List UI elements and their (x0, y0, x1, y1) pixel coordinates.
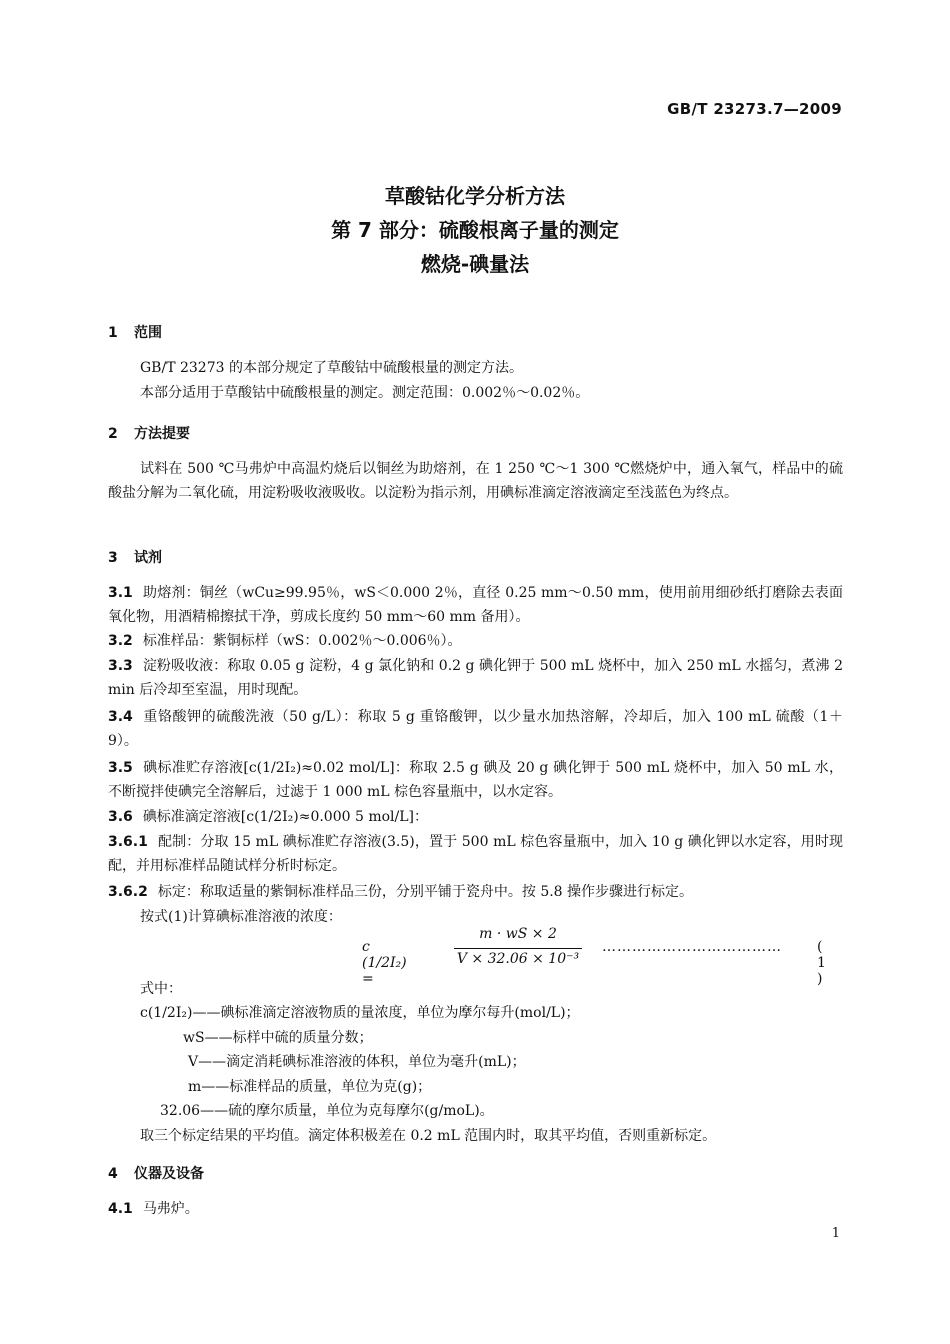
section-number: 3 (108, 550, 118, 566)
clause-text: 配制：分取 15 mL 碘标准贮存溶液(3.5)，置于 500 mL 棕色容量瓶中，加入 10 g 碘化钾以水定容，用时现配，并用标准样品随试样分析时标定。 (108, 834, 843, 874)
clause-text: 碘标准滴定溶液[c(1/2I₂)≈0.000 5 mol/L]： (142, 809, 428, 825)
paragraph: 试料在 500 ℃马弗炉中高温灼烧后以铜丝为助熔剂，在 1 250 ℃～1 300 ℃燃烧炉中，通入氧气，样品中的硫酸盐分解为二氧化硫，用淀粉吸收液吸收。以淀粉为指示剂，用碘标准滴定溶液滴定至浅蓝色为终点。 (108, 461, 843, 501)
clause-number: 3.2 (108, 633, 133, 649)
formula-lhs: c (1/2I₂) = (362, 939, 407, 987)
clause-number: 3.5 (108, 760, 133, 776)
paragraph: 本部分适用于草酸钴中硫酸根量的测定。测定范围：0.002％～0.02％。 (140, 385, 590, 401)
definition-v: V——滴定消耗碘标准溶液的体积，单位为毫升(mL)； (188, 1054, 526, 1070)
standard-number: GB/T 23273.7—2009 (667, 100, 842, 118)
doc-title-line3: 燃烧-碘量法 (420, 252, 530, 276)
clause-text: 标定：称取适量的紫铜标准样品三份，分别平铺于瓷舟中。按 5.8 操作步骤进行标定。 (157, 884, 694, 900)
clause-text: 助熔剂：铜丝（wCu≥99.95％，wS＜0.000 2％，直径 0.25 mm～0.50 mm，使用前用细砂纸打磨除去表面氧化物，用酒精棉擦拭干净，剪成长度约 50 mm～60 mm 备用）。 (108, 585, 843, 625)
clause-number: 3.6.2 (108, 884, 148, 900)
section-heading-scope (108, 322, 162, 342)
clause-3-4 (108, 705, 843, 753)
section-title: 方法提要 (134, 426, 190, 442)
section-title: 范围 (134, 325, 162, 341)
clause-text: 重铬酸钾的硫酸洗液（50 g/L）：称取 5 g 重铬酸钾，以少量水加热溶解，冷却后，加入 100 mL 硫酸（1＋9）。 (108, 709, 843, 749)
section-title: 试剂 (134, 550, 162, 566)
paragraph: 取三个标定结果的平均值。滴定体积极差在 0.2 mL 范围内时，取其平均值，否则重新标定。 (140, 1128, 717, 1144)
definition-ws: wS——标样中硫的质量分数； (183, 1030, 373, 1046)
clause-3-2 (108, 629, 843, 653)
clause-4-1 (108, 1197, 843, 1221)
formula-numerator: m · wS × 2 (479, 926, 557, 942)
definition-c: c(1/2I₂)——碘标准滴定溶液物质的量浓度，单位为摩尔每升(mol/L)； (140, 1005, 580, 1021)
formula-fraction (454, 926, 582, 967)
formula-leader-dots: ……………………………… (602, 939, 782, 955)
clause-number: 3.6.1 (108, 834, 148, 850)
clause-3-6 (108, 805, 843, 829)
clause-text: 马弗炉。 (142, 1201, 199, 1217)
doc-title-line1: 草酸钴化学分析方法 (385, 184, 565, 208)
clause-3-1 (108, 581, 843, 629)
definition-m: m——标准样品的质量，单位为克(g)； (188, 1079, 432, 1095)
clause-3-6-2 (108, 880, 843, 904)
clause-3-3 (108, 654, 843, 702)
formula-number: ( 1 ) (817, 939, 826, 987)
clause-number: 3.6 (108, 809, 133, 825)
page-number: 1 (831, 1226, 840, 1241)
clause-text: 碘标准贮存溶液[c(1/2I₂)≈0.02 mol/L]：称取 2.5 g 碘及 20 g 碘化钾于 500 mL 烧杯中，加入 50 mL 水，不断搅拌使碘完全溶解后，过滤于 1 000 mL 棕色容量瓶中，以水定容。 (108, 760, 843, 800)
clause-3-6-1 (108, 830, 843, 878)
clause-text: 标准样品：紫铜标样（wS：0.002％～0.006％）。 (142, 633, 462, 649)
clause-text: 淀粉吸收液：称取 0.05 g 淀粉，4 g 氯化钠和 0.2 g 碘化钾于 500 mL 烧杯中，加入 250 mL 水摇匀，煮沸 2 min 后冷却至室温，用时现配。 (108, 658, 843, 698)
doc-title-line2: 第 7 部分：硫酸根离子量的测定 (331, 218, 619, 242)
section-heading-apparatus (108, 1163, 204, 1183)
paragraph: GB/T 23273 的本部分规定了草酸钴中硫酸根量的测定方法。 (140, 360, 523, 376)
formula-denominator: V × 32.06 × 10⁻³ (456, 951, 580, 967)
section-number: 2 (108, 426, 118, 442)
definition-molar-mass: 32.06——硫的摩尔质量，单位为克每摩尔(g/moL)。 (160, 1103, 494, 1119)
clause-number: 3.3 (108, 658, 133, 674)
clause-3-5 (108, 756, 843, 804)
section-heading-method (108, 423, 190, 443)
section-number: 4 (108, 1166, 118, 1182)
calc-intro: 按式(1)计算碘标准溶液的浓度： (140, 909, 342, 925)
section-number: 1 (108, 325, 118, 341)
clause-number: 3.1 (108, 585, 133, 601)
section-heading-reagents (108, 547, 162, 567)
clause-number: 3.4 (108, 709, 133, 725)
clause-number: 4.1 (108, 1201, 133, 1217)
section-title: 仪器及设备 (134, 1166, 204, 1182)
fraction-bar (454, 948, 582, 949)
where-label: 式中： (140, 981, 182, 997)
